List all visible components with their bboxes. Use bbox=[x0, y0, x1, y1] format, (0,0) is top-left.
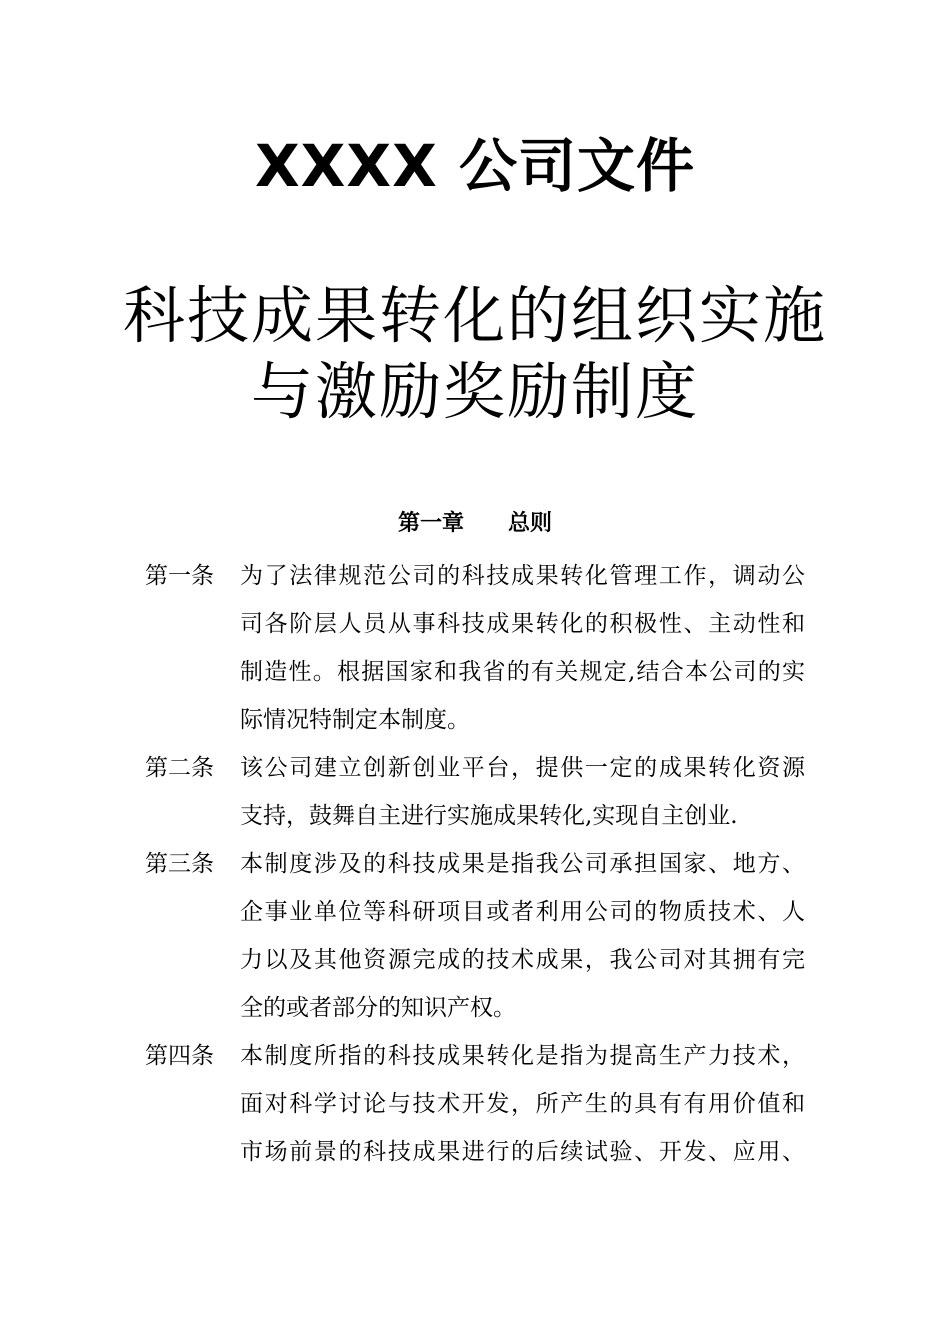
article-body bbox=[240, 552, 805, 744]
article-line: 面对科学讨论与技术开发，所产生的具有有用价值和 bbox=[240, 1091, 805, 1117]
document-title-line: 与激励奖励制度 bbox=[250, 355, 699, 428]
article-line: 本制度所指的科技成果转化是指为提高生产力技术， bbox=[240, 1043, 805, 1069]
company-title: XXXX 公司文件 bbox=[254, 132, 696, 200]
document-title-line: 科技成果转化的组织实施 bbox=[122, 279, 827, 352]
article-line: 制造性。根据国家和我省的有关规定,结合本公司的实 bbox=[240, 659, 805, 685]
article-line: 力以及其他资源完成的技术成果，我公司对其拥有完 bbox=[240, 947, 805, 973]
chapter-number: 第一章 bbox=[397, 510, 464, 536]
article-item bbox=[145, 744, 815, 840]
article-line: 司各阶层人员从事科技成果转化的积极性、主动性和 bbox=[240, 611, 805, 637]
article-list bbox=[145, 552, 815, 1176]
document-title bbox=[0, 278, 950, 430]
chapter-name: 总则 bbox=[508, 510, 553, 536]
article-line: 企事业单位等科研项目或者利用公司的物质技术、人 bbox=[240, 899, 805, 925]
article-line: 该公司建立创新创业平台，提供一定的成果转化资源 bbox=[240, 755, 805, 781]
article-body bbox=[240, 1032, 805, 1176]
article-body bbox=[240, 744, 805, 840]
chapter-heading bbox=[0, 505, 950, 541]
article-item bbox=[145, 552, 815, 744]
article-line: 市场前景的科技成果进行的后续试验、开发、应用、 bbox=[240, 1139, 805, 1165]
article-line: 本制度涉及的科技成果是指我公司承担国家、地方、 bbox=[240, 851, 805, 877]
article-label: 第四条 bbox=[145, 1043, 214, 1069]
article-body bbox=[240, 840, 805, 1032]
article-line: 际情况特制定本制度。 bbox=[240, 707, 470, 733]
article-item bbox=[145, 840, 815, 1032]
article-item bbox=[145, 1032, 815, 1176]
article-line: 全的或者部分的知识产权。 bbox=[240, 995, 516, 1021]
article-label: 第二条 bbox=[145, 755, 214, 781]
article-line: 为了法律规范公司的科技成果转化管理工作，调动公 bbox=[240, 563, 805, 589]
article-label: 第一条 bbox=[145, 563, 214, 589]
article-label: 第三条 bbox=[145, 851, 214, 877]
article-line: 支持，鼓舞自主进行实施成果转化,实现自主创业. bbox=[240, 803, 738, 829]
